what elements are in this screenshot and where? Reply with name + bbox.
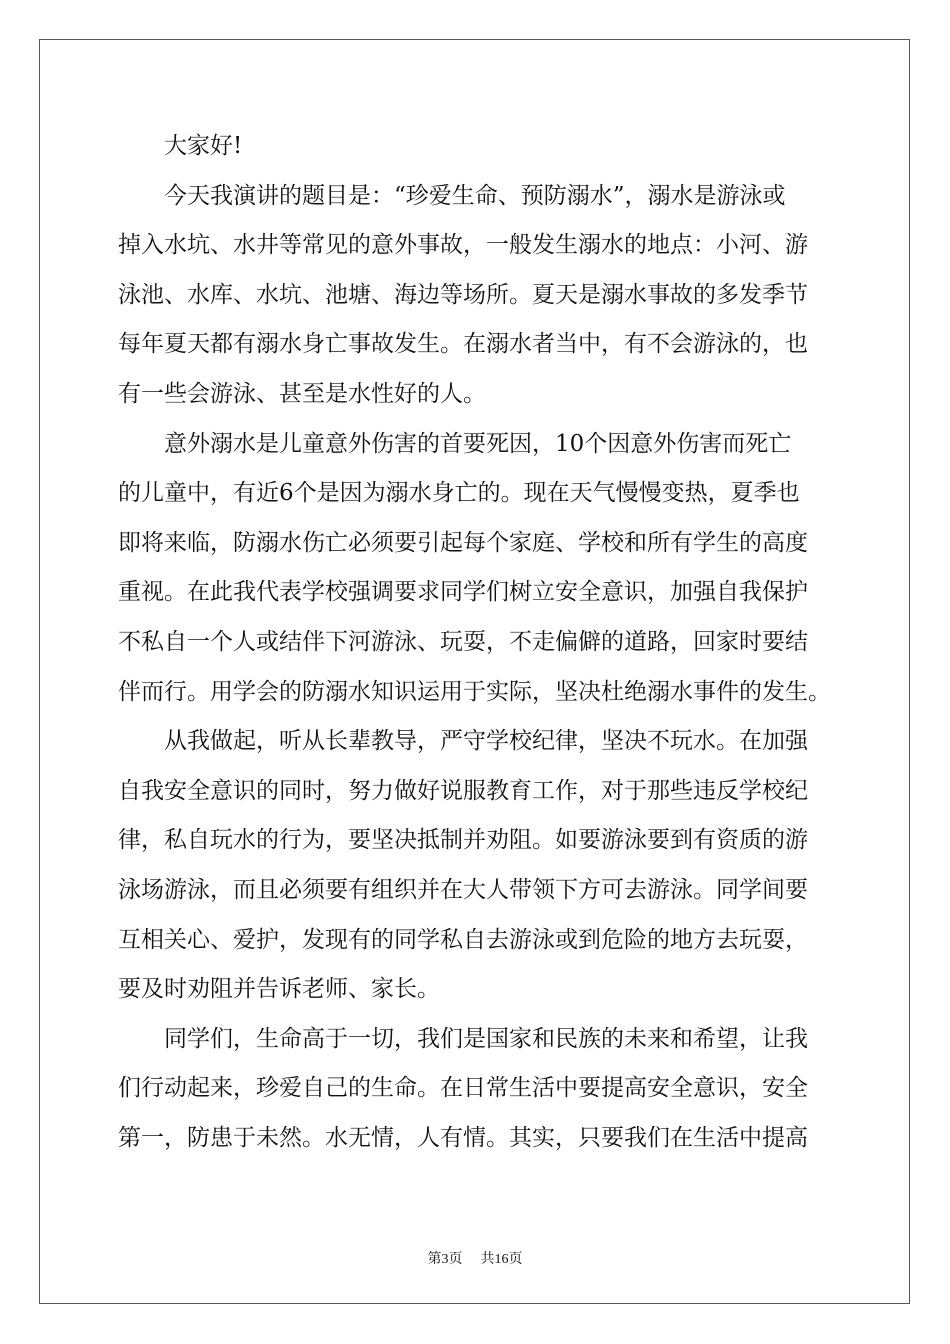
paragraph-2-line-1: 意外溺水是儿童意外伤害的首要死因，10个因意外伤害而死亡 — [164, 430, 792, 457]
paragraph-3-line-2: 自我安全意识的同时，努力做好说服教育工作，对于那些违反学校纪 — [118, 777, 808, 804]
paragraph-2-line-3: 即将来临，防溺水伤亡必须要引起每个家庭、学校和所有学生的高度 — [118, 529, 808, 556]
paragraph-1-line-2: 掉入水坑、水井等常见的意外事故，一般发生溺水的地点：小河、游 — [118, 232, 808, 259]
page-prefix: 第 — [427, 1251, 442, 1267]
total-prefix: 共 — [480, 1251, 495, 1267]
paragraph-3-line-6: 要及时劝阻并告诉老师、家长。 — [118, 976, 440, 1003]
page-total-number: 16 — [494, 1252, 509, 1267]
paragraph-1-line-3: 泳池、水库、水坑、池塘、海边等场所。夏天是溺水事故的多发季节 — [118, 281, 808, 308]
paragraph-1-line-5: 有一些会游泳、甚至是水性好的人。 — [118, 380, 486, 407]
paragraph-2-line-4: 重视。在此我代表学校强调要求同学们树立安全意识，加强自我保护 — [118, 579, 808, 606]
document-body — [118, 122, 850, 1163]
page-footer — [0, 1248, 950, 1268]
greeting-line: 大家好! — [164, 133, 243, 159]
paragraph-1-line-1: 今天我演讲的题目是：“珍爱生命、预防溺水”，溺水是游泳或 — [164, 182, 786, 209]
paragraph-3-line-5: 互相关心、爱护，发现有的同学私自去游泳或到危险的地方去玩耍， — [118, 926, 808, 953]
paragraph-3-line-4: 泳场游泳，而且必须要有组织并在大人带领下方可去游泳。同学间要 — [118, 876, 808, 903]
paragraph-2-line-2: 的儿童中，有近6个是因为溺水身亡的。现在天气慢慢变热，夏季也 — [118, 480, 800, 507]
paragraph-1-line-4: 每年夏天都有溺水身亡事故发生。在溺水者当中，有不会游泳的，也 — [118, 331, 808, 358]
paragraph-4-line-1: 同学们，生命高于一切，我们是国家和民族的未来和希望，让我 — [164, 1025, 808, 1052]
paragraph-2-line-6: 伴而行。用学会的防溺水知识运用于实际，坚决杜绝溺水事件的发生。 — [118, 678, 831, 705]
page-suffix: 页 — [448, 1251, 463, 1267]
paragraph-4-line-3: 第一，防患于未然。水无情，人有情。其实，只要我们在生活中提高 — [118, 1124, 808, 1151]
paragraph-4-line-2: 们行动起来，珍爱自己的生命。在日常生活中要提高安全意识，安全 — [118, 1075, 808, 1102]
paragraph-3-line-3: 律，私自玩水的行为，要坚决抵制并劝阻。如要游泳要到有资质的游 — [118, 827, 808, 854]
total-suffix: 页 — [508, 1251, 523, 1267]
paragraph-2-line-5: 不私自一个人或结伴下河游泳、玩耍，不走偏僻的道路，回家时要结 — [118, 628, 808, 655]
page-current-number: 3 — [441, 1252, 449, 1267]
paragraph-3-line-1: 从我做起，听从长辈教导，严守学校纪律，坚决不玩水。在加强 — [164, 728, 808, 755]
